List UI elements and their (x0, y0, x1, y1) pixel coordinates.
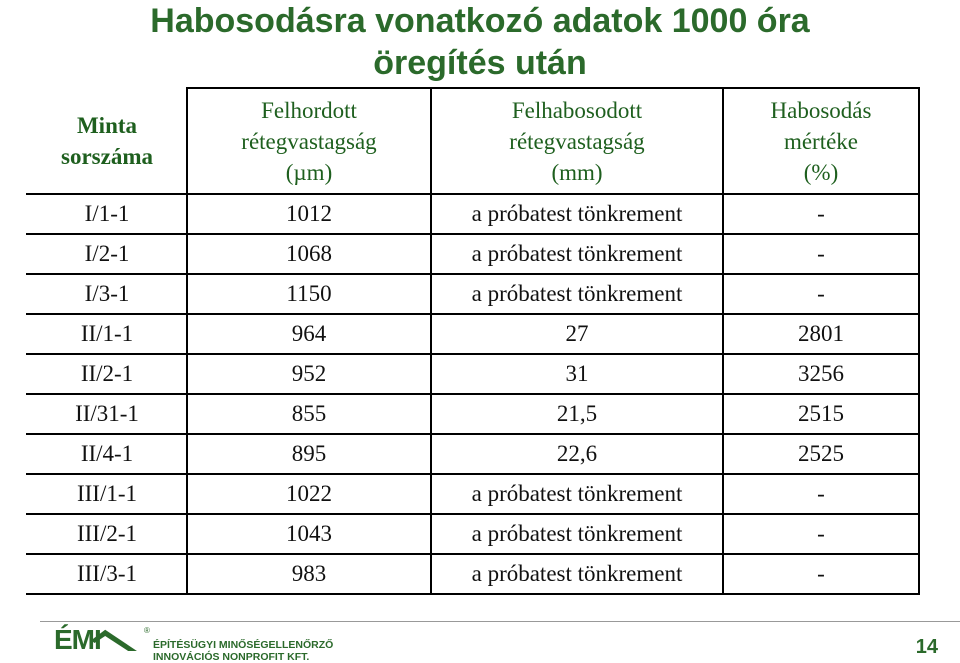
logo-word: ÉMI (54, 624, 101, 655)
cell-sample-id: III/2-1 (27, 514, 187, 554)
cell-applied-thickness: 855 (187, 394, 431, 434)
cell-sample-id: I/1-1 (27, 194, 187, 234)
header-applied-thickness (187, 88, 431, 194)
header-text: mértéke (783, 128, 859, 154)
cell-applied-thickness: 952 (187, 354, 431, 394)
cell-foamed-thickness: 27 (431, 314, 723, 354)
cell-foaming-rate: - (723, 474, 919, 514)
cell-foaming-rate: - (723, 554, 919, 594)
header-text: (%) (803, 159, 839, 185)
table-row (27, 314, 919, 354)
table-row (27, 394, 919, 434)
cell-applied-thickness: 895 (187, 434, 431, 474)
table-row (27, 554, 919, 594)
cell-foamed-thickness: 21,5 (431, 394, 723, 434)
cell-foamed-thickness: a próbatest tönkrement (431, 234, 723, 274)
header-text: sorszáma (61, 144, 153, 169)
cell-sample-id: II/2-1 (27, 354, 187, 394)
cell-applied-thickness: 1022 (187, 474, 431, 514)
header-sample-id (27, 88, 187, 194)
page-title (0, 0, 960, 84)
table-row (27, 514, 919, 554)
header-foamed-thickness (431, 88, 723, 194)
cell-foamed-thickness: a próbatest tönkrement (431, 554, 723, 594)
registered-mark: ® (144, 626, 150, 635)
title-line-2: öregítés után (373, 44, 587, 82)
title-line-1: Habosodásra vonatkozó adatok 1000 óra (150, 2, 810, 40)
header-text: (µm) (285, 159, 333, 185)
cell-foaming-rate: 2525 (723, 434, 919, 474)
header-text: Minta (76, 113, 138, 138)
header-text: (mm) (551, 159, 603, 185)
header-text: rétegvastagság (509, 128, 645, 154)
cell-applied-thickness: 1068 (187, 234, 431, 274)
cell-applied-thickness: 1043 (187, 514, 431, 554)
cell-foaming-rate: - (723, 234, 919, 274)
cell-foamed-thickness: 22,6 (431, 434, 723, 474)
cell-applied-thickness: 1150 (187, 274, 431, 314)
cell-sample-id: II/1-1 (27, 314, 187, 354)
page-number: 14 (915, 636, 938, 658)
cell-sample-id: I/3-1 (27, 274, 187, 314)
cell-sample-id: I/2-1 (27, 234, 187, 274)
emi-logo (54, 624, 354, 663)
cell-foaming-rate: - (723, 274, 919, 314)
cell-foamed-thickness: a próbatest tönkrement (431, 274, 723, 314)
header-text: rétegvastagság (241, 128, 377, 154)
table-row (27, 194, 919, 234)
table-row (27, 354, 919, 394)
cell-foaming-rate: - (723, 514, 919, 554)
cell-sample-id: III/3-1 (27, 554, 187, 594)
footer-divider (40, 621, 960, 622)
header-foaming-rate (723, 88, 919, 194)
cell-foamed-thickness: a próbatest tönkrement (431, 474, 723, 514)
cell-foaming-rate: 2515 (723, 394, 919, 434)
header-text: Felhordott (261, 97, 357, 123)
cell-foaming-rate: - (723, 194, 919, 234)
header-text: Habosodás (770, 97, 872, 123)
cell-sample-id: II/4-1 (27, 434, 187, 474)
table-row (27, 234, 919, 274)
table-header-row (27, 88, 919, 194)
cell-foamed-thickness: a próbatest tönkrement (431, 514, 723, 554)
org-name-line-1: ÉPÍTÉSÜGYI MINŐSÉGELLENŐRZŐ (153, 639, 334, 651)
table-row (27, 474, 919, 514)
cell-foaming-rate: 3256 (723, 354, 919, 394)
org-name-line-2: INNOVÁCIÓS NONPROFIT KFT. (153, 651, 310, 663)
cell-sample-id: III/1-1 (27, 474, 187, 514)
cell-applied-thickness: 983 (187, 554, 431, 594)
cell-foaming-rate: 2801 (723, 314, 919, 354)
cell-foamed-thickness: 31 (431, 354, 723, 394)
cell-foamed-thickness: a próbatest tönkrement (431, 194, 723, 234)
cell-applied-thickness: 1012 (187, 194, 431, 234)
cell-sample-id: II/31-1 (27, 394, 187, 434)
table-row (27, 434, 919, 474)
header-text: Felhabosodott (511, 97, 643, 123)
table-row (27, 274, 919, 314)
cell-applied-thickness: 964 (187, 314, 431, 354)
data-table (26, 87, 920, 595)
